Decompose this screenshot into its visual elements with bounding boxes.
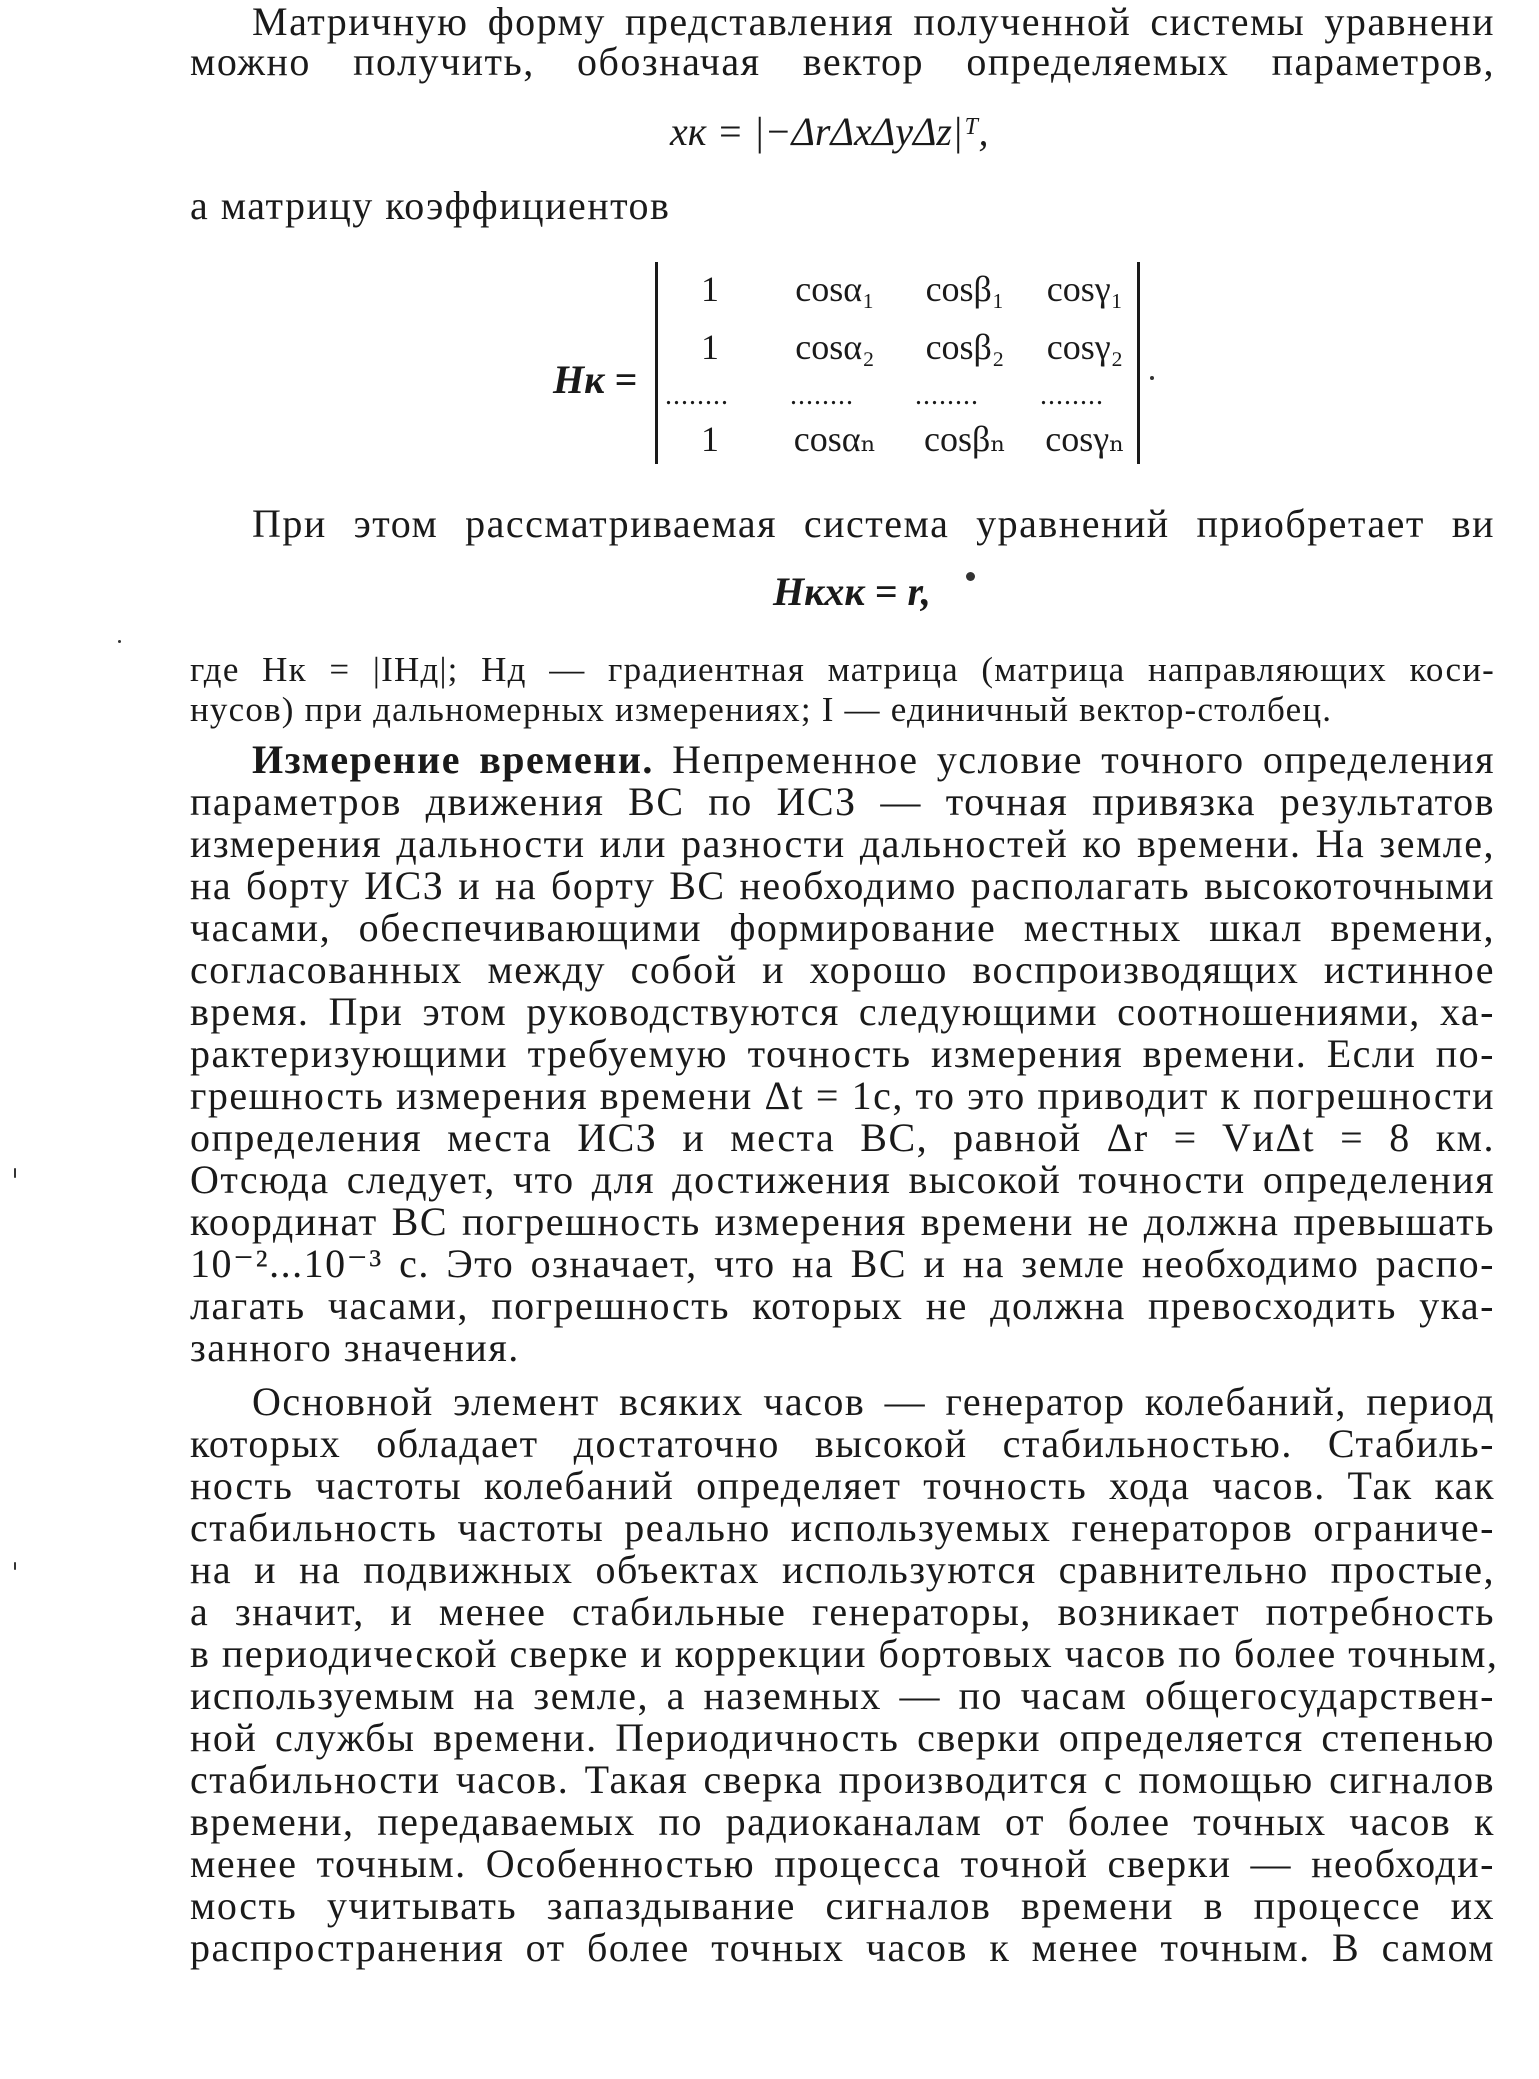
paragraph-line: согласованных между собой и хорошо воспроизводящих истинное — [190, 947, 1495, 992]
paragraph-line: координат ВС погрешность измерения времени не должна превышать — [190, 1199, 1495, 1244]
paragraph-line: распространения от более точных часов к менее точным. В самом — [190, 1925, 1495, 1970]
paragraph-line: измерения дальности или разности дальностей ко времени. На земле, — [190, 821, 1495, 866]
paragraph-line: Отсюда следует, что для достижения высокой точности определения — [190, 1157, 1495, 1202]
paragraph-line: стабильности часов. Такая сверка производится с помощью сигналов — [190, 1757, 1495, 1802]
ink-speck — [966, 572, 975, 581]
paragraph-line: время. При этом руководствуются следующими соотношениями, ха- — [190, 989, 1495, 1034]
paragraph-line: грешность измерения времени Δt = 1c, то это приводит к погрешности — [190, 1073, 1495, 1118]
paragraph-line: ность частоты колебаний определяет точность хода часов. Так как — [190, 1463, 1495, 1508]
paragraph-line: лагать часами, погрешность которых не должна превосходить ука- — [190, 1283, 1495, 1328]
matrix-cell: cosβ₁ — [925, 269, 1005, 309]
matrix-label: Hк = — [553, 357, 638, 402]
intro-line-1: Матричную форму представления полученной системы уравнени — [252, 0, 1495, 44]
coefficients-line: а матрицу коэффициентов — [190, 183, 671, 228]
matrix-dots: ........ — [665, 380, 729, 411]
section-line-1-text: Непременное условие точного определения — [653, 737, 1495, 782]
matrix-period — [1150, 376, 1154, 380]
paragraph-line: менее точным. Особенностью процесса точной сверки — необходи- — [190, 1841, 1495, 1886]
matrix-cell: cosα₂ — [795, 327, 875, 367]
paragraph-line: Основной элемент всяких часов — генератор колебаний, период — [252, 1379, 1495, 1424]
paragraph-line: на борту ИСЗ и на борту ВС необходимо располагать высокоточными — [190, 863, 1495, 908]
paragraph-line: ной службы времени. Периодичность сверки определяется степенью — [190, 1715, 1495, 1760]
matrix-dots: ........ — [915, 380, 979, 411]
paragraph-line: стабильность частоты реально используемых генераторов ограниче- — [190, 1505, 1495, 1550]
matrix-cell: cosγ₁ — [1046, 269, 1124, 309]
paragraph-line: рактеризующими требуемую точность измерения времени. Если по- — [190, 1031, 1495, 1076]
matrix-cell: 1 — [701, 327, 719, 367]
paragraph-line: 10⁻²...10⁻³ с. Это означает, что на ВС и на земле необходимо распо- — [190, 1241, 1495, 1286]
paragraph-line: которых обладает достаточно высокой стабильностью. Стабиль- — [190, 1421, 1495, 1466]
matrix-left-bar — [655, 262, 658, 464]
matrix-cell: 1 — [701, 419, 719, 459]
matrix-cell: cosβₙ — [924, 419, 1006, 459]
paragraph-line: а значит, и менее стабильные генераторы, возникает потребность — [190, 1589, 1495, 1634]
paragraph-line: в периодической сверке и коррекции бортовых часов по более точным, — [190, 1631, 1499, 1676]
scan-speck — [118, 640, 121, 643]
where-line-1: где Hк = |IHд|; Hд — градиентная матрица (матрица направляющих коси- — [190, 650, 1495, 689]
paragraph-line: используемым на земле, а наземных — по часам общегосударствен- — [190, 1673, 1495, 1718]
vector-formula: xк = |−ΔrΔxΔyΔz|ᵀ, — [670, 109, 989, 154]
system-formula: Hкxк = r, — [773, 569, 931, 614]
section-line-1 — [252, 738, 1495, 782]
matrix-cell: cosγₙ — [1045, 419, 1125, 459]
matrix-dots: ........ — [790, 380, 854, 411]
matrix-cell: 1 — [701, 269, 719, 309]
paragraph-line: занного значения. — [190, 1325, 520, 1370]
paragraph-line: определения места ИСЗ и места ВС, равной Δr = VиΔt = 8 км. — [190, 1115, 1495, 1160]
intro-line-2: можно получить, обозначая вектор определяемых параметров, — [190, 39, 1495, 84]
paragraph-line: на и на подвижных объектах используются сравнительно простые, — [190, 1547, 1495, 1592]
matrix-cell: cosβ₂ — [925, 327, 1005, 367]
section-heading: Измерение времени. — [252, 737, 654, 782]
paragraph-line: времени, передаваемых по радиоканалам от более точных часов к — [190, 1799, 1495, 1844]
scan-speck — [14, 1562, 16, 1570]
paragraph-line: параметров движения ВС по ИСЗ — точная привязка результатов — [190, 779, 1495, 824]
paragraph-line: часами, обеспечивающими формирование местных шкал времени, — [190, 905, 1495, 950]
matrix-cell: cosγ₂ — [1046, 327, 1124, 367]
system-line: При этом рассматриваемая система уравнений приобретает ви — [252, 501, 1495, 546]
matrix-cell: cosαₙ — [793, 419, 877, 459]
matrix-cell: cosα₁ — [795, 269, 875, 309]
scan-speck — [14, 1168, 16, 1178]
matrix-right-bar — [1137, 262, 1140, 464]
where-line-2: нусов) при дальномерных измерениях; I — единичный вектор-столбец. — [190, 690, 1333, 729]
paragraph-line: мость учитывать запаздывание сигналов времени в процессе их — [190, 1883, 1495, 1928]
matrix-dots: ........ — [1040, 380, 1104, 411]
